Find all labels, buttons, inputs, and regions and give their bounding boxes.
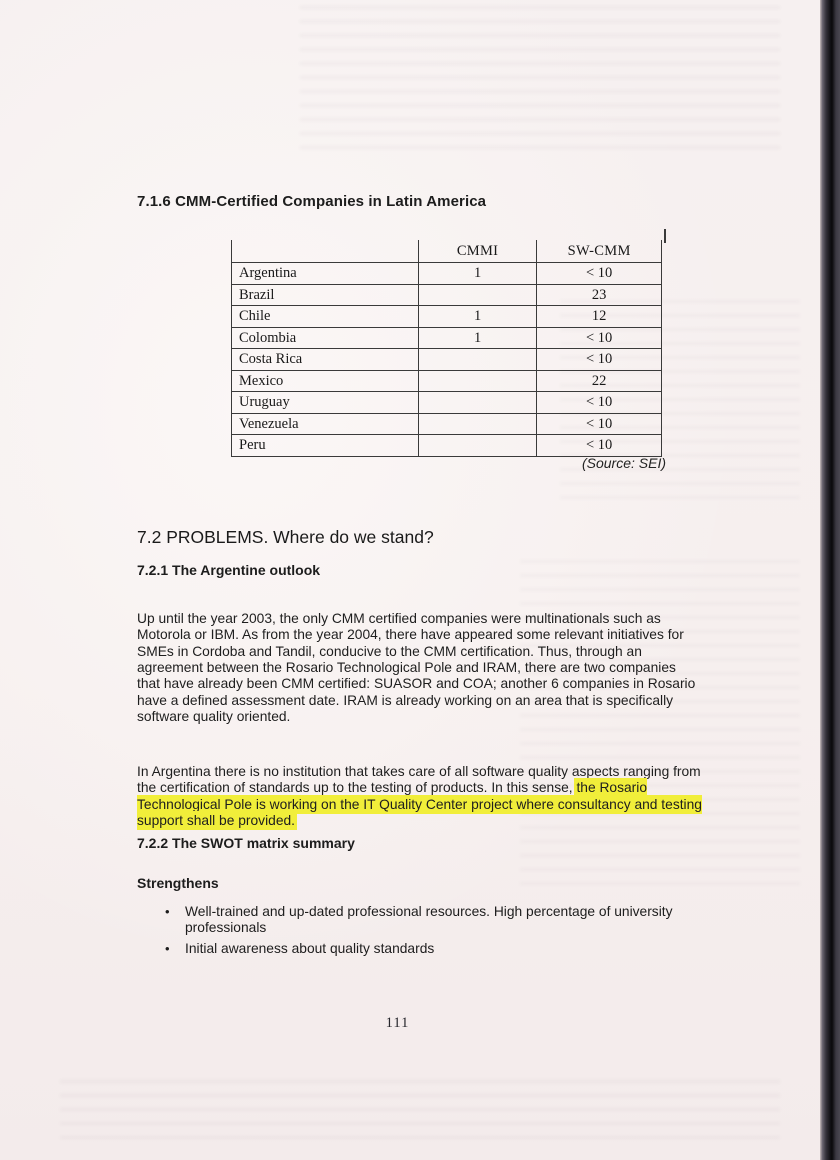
table-row xyxy=(232,413,662,435)
bleedthrough-smudge xyxy=(60,1080,780,1140)
paragraph-2-plain-text: In Argentina there is no institution that takes care of all software quality aspects ranging from the certification of standards up to the testing of products. In this sense, xyxy=(137,763,701,796)
table-header-country xyxy=(232,240,419,263)
table-row xyxy=(232,306,662,328)
cell-swcmm: 12 xyxy=(537,306,662,328)
strengths-subheading: Strengthens xyxy=(137,875,219,891)
cell-swcmm: < 10 xyxy=(537,435,662,457)
table-header-cmmi: CMMI xyxy=(418,240,536,263)
cell-cmmi xyxy=(418,413,536,435)
section-721-heading: 7.2.1 The Argentine outlook xyxy=(137,562,321,578)
bullet-icon: • xyxy=(165,904,170,919)
bullet-icon: • xyxy=(165,940,170,956)
cell-country: Costa Rica xyxy=(232,349,419,371)
argentine-outlook-paragraph-1: Up until the year 2003, the only CMM certified companies were multinationals such as Motorola or IBM. As from the year 2004, there have appeared some relevant initiatives for SMEs in Cordoba and Tandil, conducive to the CMM certification. Thus, through an agreement between the Rosario Technological Pole and IRAM, there are two companies that have already been CMM certified: SUASOR and COA; another 6 companies in Rosario have a defined assessment date. IRAM is already working on an area that is specifically software quality oriented. xyxy=(137,610,696,725)
bullet-text: Initial awareness about quality standards xyxy=(185,940,435,956)
page-number: 111 xyxy=(385,1015,410,1031)
strengths-bullet-list xyxy=(137,904,702,961)
cell-swcmm: 22 xyxy=(537,370,662,392)
cell-swcmm: < 10 xyxy=(537,349,662,371)
highlighted-text: the Rosario Technological Pole is working on the IT Quality Center project where consultancy and testing support shall be provided. xyxy=(137,780,702,829)
table-row xyxy=(232,284,662,306)
table-row xyxy=(232,263,662,285)
cell-country: Chile xyxy=(232,306,419,328)
table-source-caption: (Source: SEI) xyxy=(581,455,666,471)
scanner-page-edge xyxy=(820,0,840,1160)
list-item xyxy=(137,904,702,937)
cell-cmmi xyxy=(418,392,536,414)
cell-cmmi xyxy=(418,370,536,392)
table-header-row xyxy=(232,240,662,263)
cell-country: Peru xyxy=(232,435,419,457)
table-row xyxy=(232,370,662,392)
table-row xyxy=(232,349,662,371)
cell-cmmi xyxy=(418,349,536,371)
argentine-outlook-paragraph-2 xyxy=(137,764,702,830)
table-header-swcmm: SW-CMM xyxy=(537,240,662,263)
section-72-heading: 7.2 PROBLEMS. Where do we stand? xyxy=(137,527,434,547)
cell-country: Mexico xyxy=(232,370,419,392)
section-722-heading: 7.2.2 The SWOT matrix summary xyxy=(137,835,355,851)
cell-country: Uruguay xyxy=(232,392,419,414)
cell-swcmm: < 10 xyxy=(537,263,662,285)
cell-cmmi: 1 xyxy=(418,306,536,328)
table-row xyxy=(232,435,662,457)
cell-country: Venezuela xyxy=(232,413,419,435)
table-body xyxy=(232,263,662,457)
table-corner-tick xyxy=(664,229,666,243)
cell-cmmi: 1 xyxy=(418,327,536,349)
cell-cmmi xyxy=(418,435,536,457)
cell-swcmm: 23 xyxy=(537,284,662,306)
bullet-text: Well-trained and up-dated professional resources. High percentage of university professionals xyxy=(185,904,673,936)
cell-country: Colombia xyxy=(232,327,419,349)
cell-country: Brazil xyxy=(232,284,419,306)
cell-swcmm: < 10 xyxy=(537,413,662,435)
list-item xyxy=(137,941,702,957)
table-row xyxy=(232,392,662,414)
cell-cmmi: 1 xyxy=(418,263,536,285)
section-716-heading: 7.1.6 CMM-Certified Companies in Latin America xyxy=(137,193,487,210)
cell-cmmi xyxy=(418,284,536,306)
bleedthrough-smudge xyxy=(300,6,780,156)
cell-country: Argentina xyxy=(232,263,419,285)
cell-swcmm: < 10 xyxy=(537,327,662,349)
table-row xyxy=(232,327,662,349)
cell-swcmm: < 10 xyxy=(537,392,662,414)
cmm-certification-table xyxy=(231,240,662,457)
table-header xyxy=(232,240,662,263)
